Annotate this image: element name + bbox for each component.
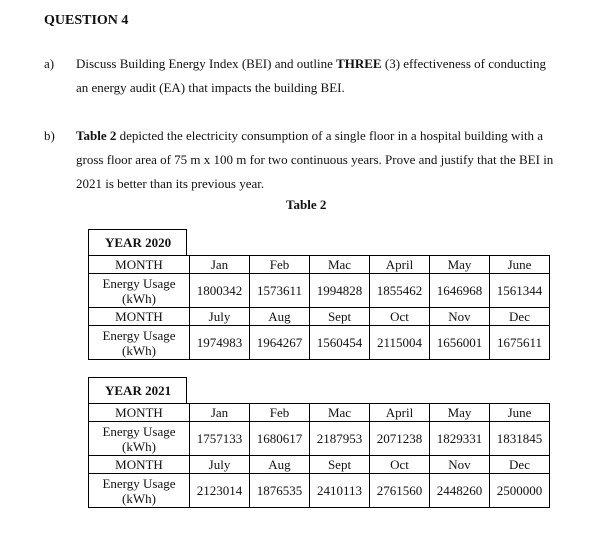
usage-cell: 2115004 xyxy=(370,326,430,360)
usage-cell: 1994828 xyxy=(310,274,370,308)
usage-cell: 2123014 xyxy=(190,474,250,508)
month-cell: April xyxy=(370,404,430,422)
month-cell: July xyxy=(190,456,250,474)
month-cell: Dec xyxy=(490,308,550,326)
month-cell: Jan xyxy=(190,404,250,422)
usage-cell: 1876535 xyxy=(250,474,310,508)
year-2021-header: YEAR 2021 xyxy=(88,377,187,403)
usage-cell: 1831845 xyxy=(490,422,550,456)
usage-cell: 1829331 xyxy=(430,422,490,456)
part-a-text-bold: THREE xyxy=(336,56,382,71)
usage-cell: 1656001 xyxy=(430,326,490,360)
usage-cell: 2500000 xyxy=(490,474,550,508)
year-2020-header: YEAR 2020 xyxy=(88,229,187,255)
usage-cell: 2761560 xyxy=(370,474,430,508)
month-label: MONTH xyxy=(89,308,190,326)
table-row xyxy=(89,326,550,360)
month-cell: June xyxy=(490,404,550,422)
table-row xyxy=(89,256,550,274)
table-row xyxy=(89,404,550,422)
question-title: QUESTION 4 xyxy=(44,13,129,28)
part-a xyxy=(44,52,554,102)
month-cell: Dec xyxy=(490,456,550,474)
part-a-text-start: Discuss Building Energy Index (BEI) and outline xyxy=(76,56,337,71)
month-cell: May xyxy=(430,404,490,422)
usage-label: Energy Usage (kWh) xyxy=(89,326,190,360)
part-a-label: a) xyxy=(44,56,55,71)
usage-cell: 1680617 xyxy=(250,422,310,456)
energy-table-2020 xyxy=(88,255,550,360)
part-a-text-end: (3) effectiveness of conducting an energy audit (EA) that impacts the building BEI. xyxy=(76,56,546,95)
month-cell: Aug xyxy=(250,456,310,474)
table-row xyxy=(89,308,550,326)
month-label: MONTH xyxy=(89,404,190,422)
usage-cell: 1964267 xyxy=(250,326,310,360)
month-cell: April xyxy=(370,256,430,274)
part-a-text xyxy=(76,52,556,100)
usage-cell: 2071238 xyxy=(370,422,430,456)
usage-label: Energy Usage (kWh) xyxy=(89,274,190,308)
table-row xyxy=(89,422,550,456)
usage-label: Energy Usage (kWh) xyxy=(89,422,190,456)
usage-cell: 1800342 xyxy=(190,274,250,308)
table-row xyxy=(89,456,550,474)
month-cell: Feb xyxy=(250,404,310,422)
usage-cell: 2410113 xyxy=(310,474,370,508)
usage-cell: 1757133 xyxy=(190,422,250,456)
usage-cell: 1974983 xyxy=(190,326,250,360)
usage-cell: 1573611 xyxy=(250,274,310,308)
usage-cell: 2448260 xyxy=(430,474,490,508)
month-cell: May xyxy=(430,256,490,274)
month-cell: Nov xyxy=(430,308,490,326)
usage-cell: 1646968 xyxy=(430,274,490,308)
usage-cell: 2187953 xyxy=(310,422,370,456)
usage-cell: 1855462 xyxy=(370,274,430,308)
table-row xyxy=(89,274,550,308)
month-cell: Mac xyxy=(310,404,370,422)
month-cell: July xyxy=(190,308,250,326)
usage-label: Energy Usage (kWh) xyxy=(89,474,190,508)
month-cell: Nov xyxy=(430,456,490,474)
month-cell: Aug xyxy=(250,308,310,326)
part-b-text-bold: Table 2 xyxy=(76,128,117,143)
month-label: MONTH xyxy=(89,456,190,474)
part-b-text-end: depicted the electricity consumption of a single floor in a hospital building with a gross floor area of 75 m x 100 m for two continuous years. Prove and justify that the BEI in 2021 is better than its previous year. xyxy=(76,128,554,191)
month-cell: Oct xyxy=(370,456,430,474)
month-cell: Jan xyxy=(190,256,250,274)
month-cell: Sept xyxy=(310,456,370,474)
usage-cell: 1561344 xyxy=(490,274,550,308)
table-row xyxy=(89,474,550,508)
month-cell: Feb xyxy=(250,256,310,274)
part-b-label: b) xyxy=(44,128,55,143)
table-caption: Table 2 xyxy=(286,197,327,212)
usage-cell: 1675611 xyxy=(490,326,550,360)
month-cell: Sept xyxy=(310,308,370,326)
month-cell: Oct xyxy=(370,308,430,326)
usage-cell: 1560454 xyxy=(310,326,370,360)
month-cell: June xyxy=(490,256,550,274)
month-label: MONTH xyxy=(89,256,190,274)
energy-table-2021 xyxy=(88,403,550,508)
part-b-text xyxy=(76,124,556,196)
month-cell: Mac xyxy=(310,256,370,274)
part-b xyxy=(44,124,554,196)
